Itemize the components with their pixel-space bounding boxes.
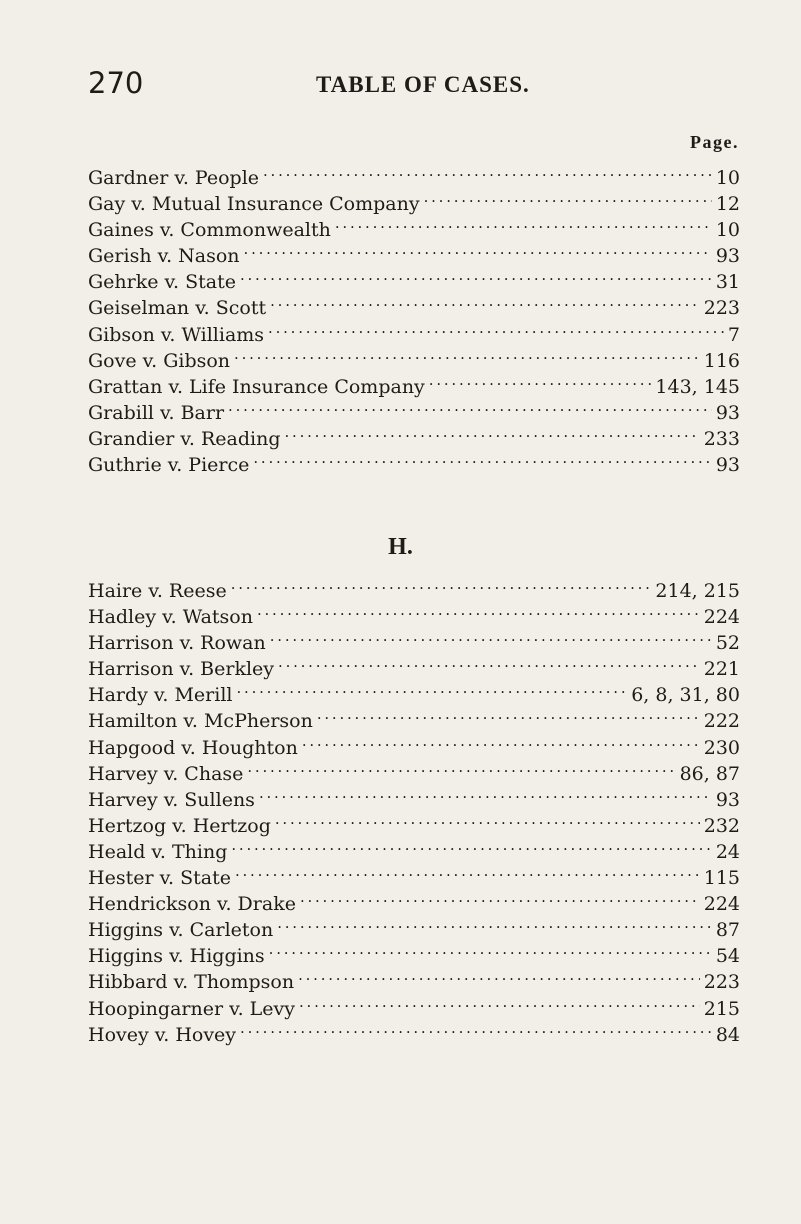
case-name: Gaines v. Commonwealth <box>88 219 331 242</box>
case-pages: 86, 87 <box>679 762 740 785</box>
case-name: Harvey v. Sullens <box>88 788 255 811</box>
dot-leader <box>270 623 712 649</box>
case-pages: 93 <box>715 245 740 268</box>
case-name: Haire v. Reese <box>88 580 227 602</box>
case-pages: 222 <box>703 710 740 733</box>
case-pages: 87 <box>715 919 740 942</box>
case-name: Hertzog v. Hertzog <box>88 814 271 837</box>
page-column-label: Page. <box>690 132 739 152</box>
case-name: Hester v. State <box>88 867 231 890</box>
dot-leader <box>268 315 724 341</box>
case-pages: 84 <box>715 1023 740 1046</box>
case-pages: 221 <box>703 658 740 681</box>
case-pages: 52 <box>715 632 740 655</box>
case-name: Gerish v. Nason <box>88 245 240 268</box>
dot-leader <box>231 571 652 597</box>
case-pages: 233 <box>703 427 740 450</box>
dot-leader <box>299 989 700 1015</box>
case-pages: 116 <box>703 349 740 372</box>
case-name: Harvey v. Chase <box>88 762 244 785</box>
case-pages: 215 <box>703 997 740 1020</box>
section-letter-h: H. <box>388 534 413 560</box>
case-pages: 10 <box>715 167 740 189</box>
dot-leader <box>302 728 700 754</box>
case-name: Gay v. Mutual Insurance Company <box>88 193 420 216</box>
case-name: Gibson v. Williams <box>88 323 265 346</box>
dot-leader <box>247 754 675 780</box>
case-name: Grattan v. Life Insurance Company <box>88 375 425 398</box>
case-name: Grabill v. Barr <box>88 401 225 424</box>
dot-leader <box>240 262 712 288</box>
case-name: Hendrickson v. Drake <box>88 893 296 916</box>
case-pages: 12 <box>715 193 740 216</box>
dot-leader <box>244 236 712 262</box>
case-pages: 223 <box>703 971 740 994</box>
case-name: Higgins v. Higgins <box>88 945 265 968</box>
case-name: Hoopingarner v. Levy <box>88 997 295 1020</box>
case-entry <box>88 158 740 189</box>
case-name: Geiselman v. Scott <box>88 297 267 320</box>
dot-leader <box>335 210 712 236</box>
case-name: Harrison v. Rowan <box>88 632 266 655</box>
dot-leader <box>298 962 700 988</box>
dot-leader <box>429 367 652 393</box>
case-pages: 230 <box>703 736 740 759</box>
case-list-h <box>88 571 740 1046</box>
dot-leader <box>253 445 711 471</box>
dot-leader <box>285 419 700 445</box>
case-pages: 232 <box>703 814 740 837</box>
case-name: Heald v. Thing <box>88 840 228 863</box>
case-name: Hovey v. Hovey <box>88 1023 237 1046</box>
dot-leader <box>278 649 700 675</box>
dot-leader <box>228 393 712 419</box>
case-pages: 93 <box>715 454 740 477</box>
case-pages: 223 <box>703 297 740 320</box>
dot-leader <box>231 832 711 858</box>
case-pages: 115 <box>703 867 740 890</box>
case-name: Hardy v. Merill <box>88 684 233 707</box>
dot-leader <box>424 184 712 210</box>
dot-leader <box>259 780 712 806</box>
case-pages: 224 <box>703 606 740 629</box>
page-header <box>88 66 748 106</box>
case-pages: 6, 8, 31, 80 <box>631 684 740 707</box>
dot-leader <box>234 341 700 367</box>
case-entry <box>88 571 740 602</box>
case-pages: 224 <box>703 893 740 916</box>
case-pages: 24 <box>715 840 740 863</box>
dot-leader <box>235 858 700 884</box>
dot-leader <box>263 158 712 184</box>
case-name: Gehrke v. State <box>88 271 236 294</box>
dot-leader <box>317 701 700 727</box>
case-name: Grandier v. Reading <box>88 427 281 450</box>
case-pages: 7 <box>727 323 740 346</box>
case-pages: 93 <box>715 401 740 424</box>
dot-leader <box>275 806 700 832</box>
dot-leader <box>257 597 700 623</box>
case-name: Harrison v. Berkley <box>88 658 275 681</box>
dot-leader <box>277 910 712 936</box>
case-name: Hapgood v. Houghton <box>88 736 298 759</box>
page-number: 270 <box>88 66 144 100</box>
case-pages: 143, 145 <box>655 375 740 398</box>
case-pages: 31 <box>715 271 740 294</box>
case-name: Higgins v. Carleton <box>88 919 274 942</box>
case-name: Hamilton v. McPherson <box>88 710 313 733</box>
case-list-g <box>88 158 740 477</box>
dot-leader <box>237 675 628 701</box>
dot-leader <box>300 884 700 910</box>
dot-leader <box>270 288 700 314</box>
case-pages: 54 <box>715 945 740 968</box>
case-name: Hadley v. Watson <box>88 606 253 629</box>
case-name: Gardner v. People <box>88 167 260 189</box>
case-pages: 214, 215 <box>655 580 740 602</box>
case-name: Gove v. Gibson <box>88 349 231 372</box>
dot-leader <box>240 1015 712 1041</box>
case-name: Hibbard v. Thompson <box>88 971 295 994</box>
dot-leader <box>269 936 712 962</box>
running-title: TABLE OF CASES. <box>316 72 530 97</box>
case-pages: 93 <box>715 788 740 811</box>
case-name: Guthrie v. Pierce <box>88 454 250 477</box>
case-pages: 10 <box>715 219 740 242</box>
